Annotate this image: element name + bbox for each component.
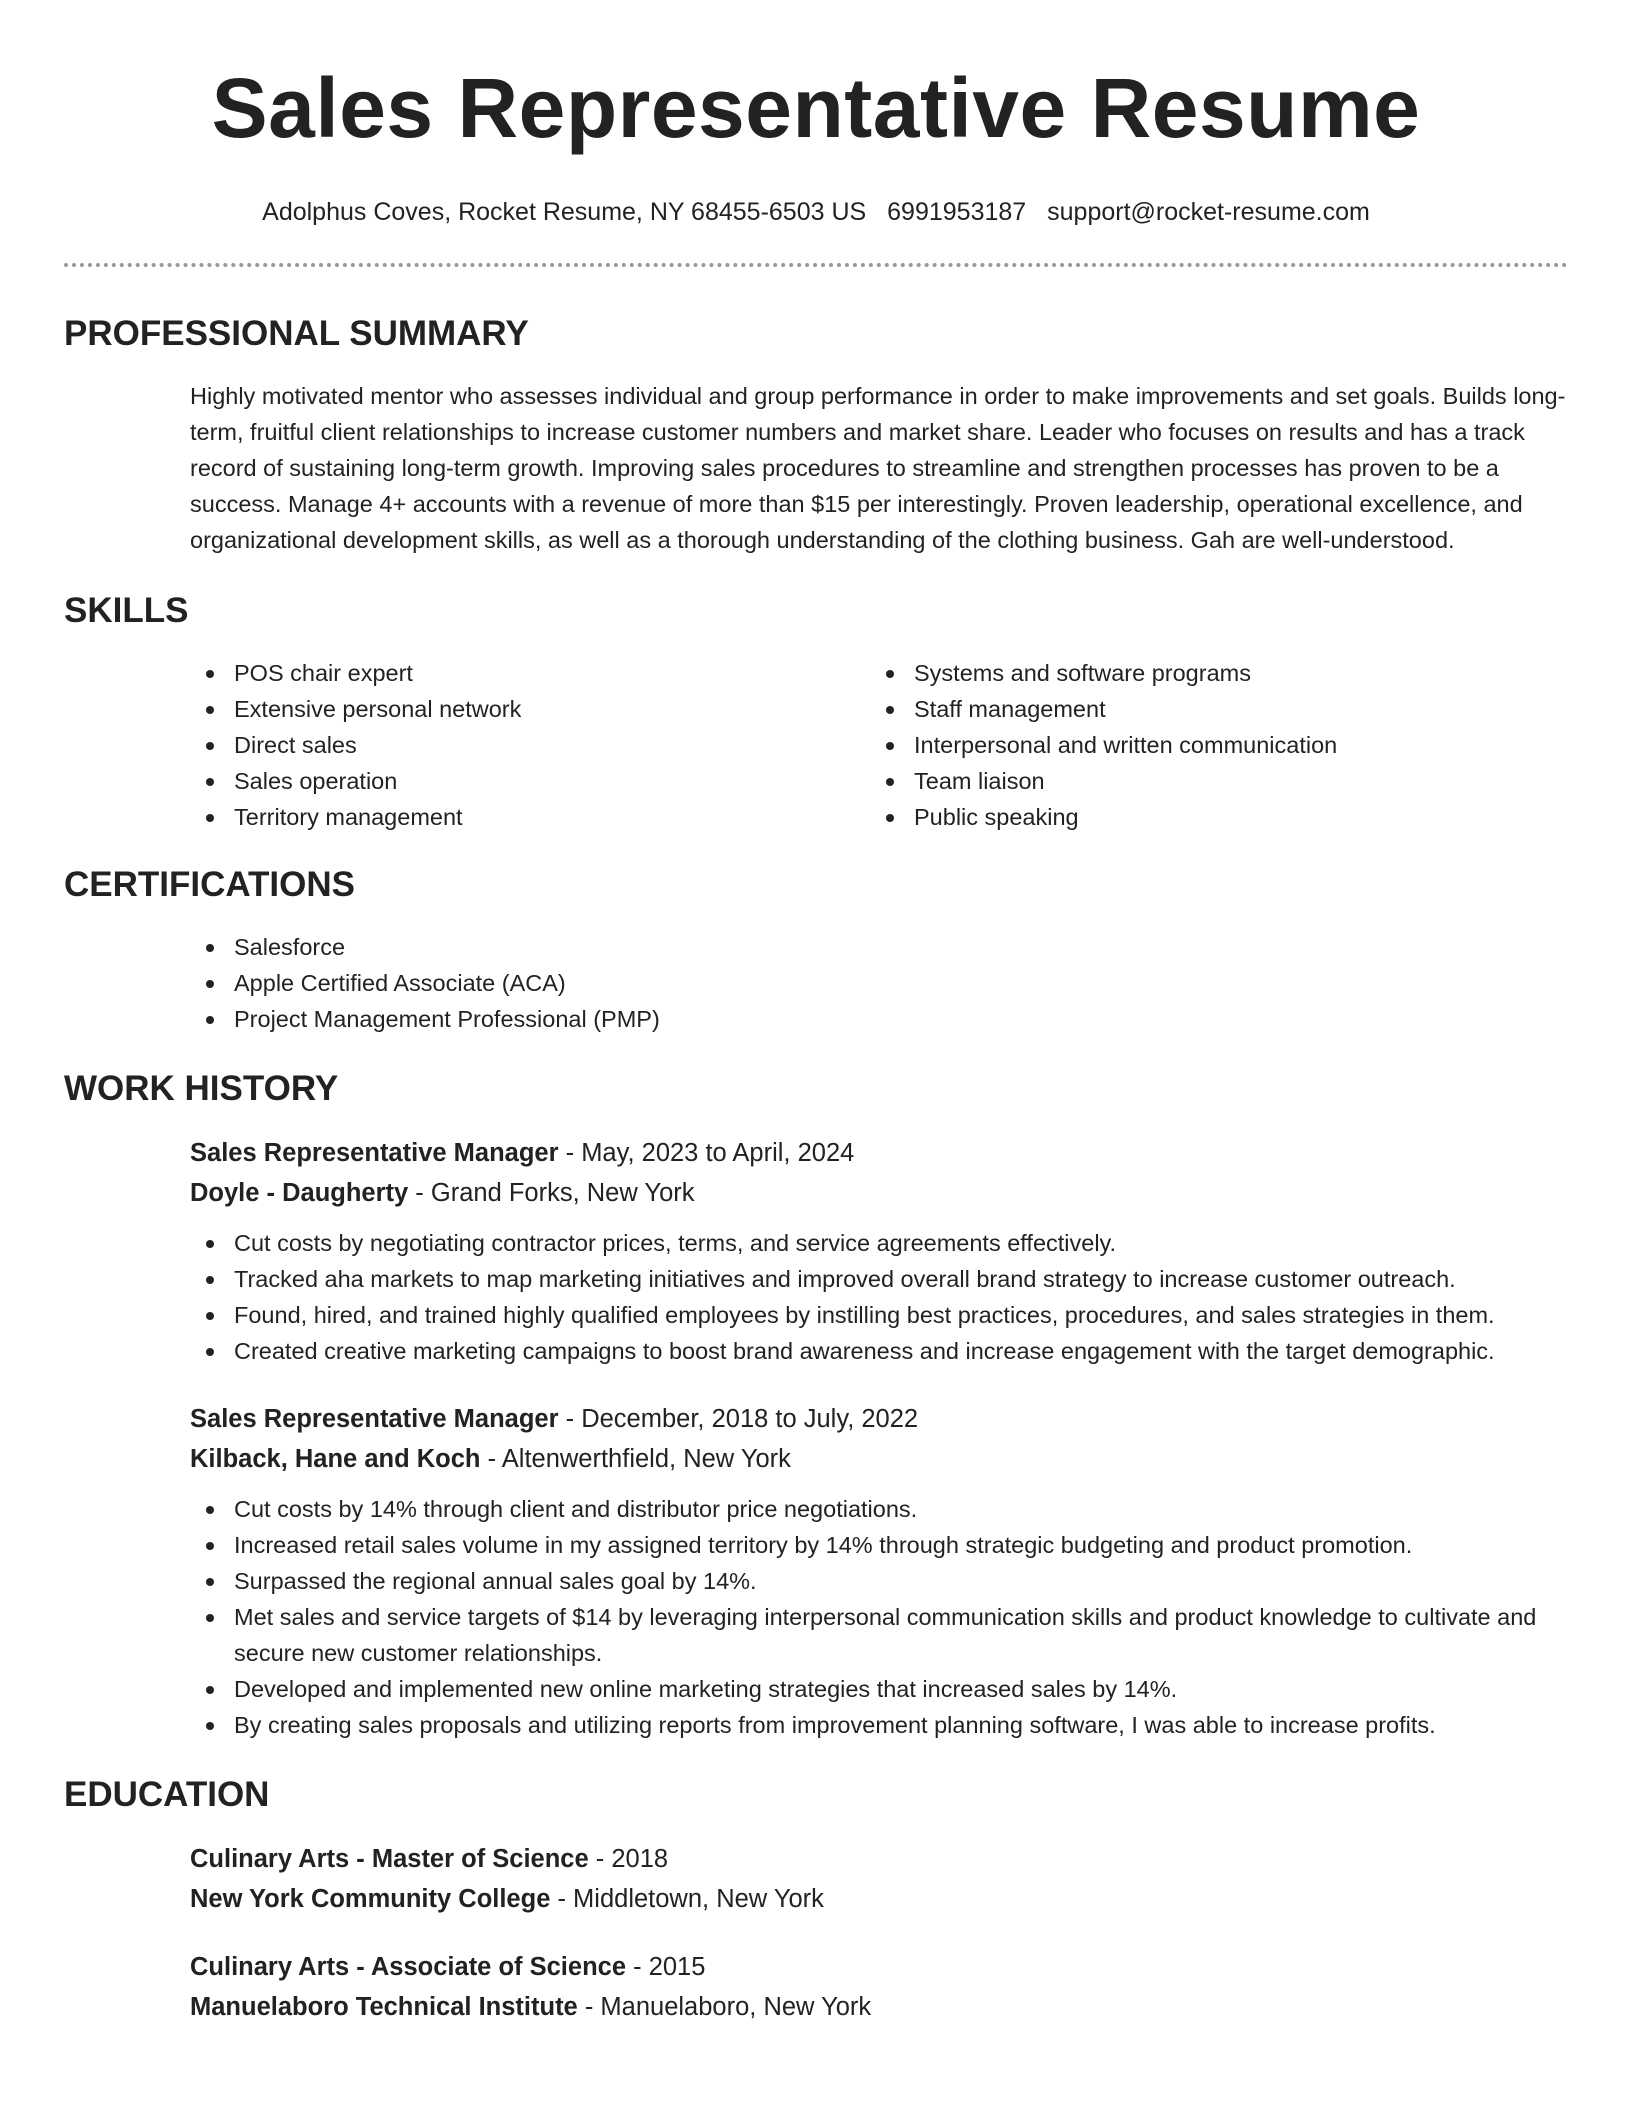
certifications-section xyxy=(64,863,1568,1037)
job-title: Sales Representative Manager xyxy=(190,1139,559,1167)
job-title-line: Sales Representative Manager - May, 2023 to April, 2024 xyxy=(190,1139,855,1167)
header-divider xyxy=(64,263,1568,267)
skills-grid xyxy=(190,655,1568,835)
education-entry xyxy=(190,1839,1568,1919)
job-bullet: Met sales and service targets of $14 by leveraging interpersonal communication skills and product knowledge to cultivate and secure new customer relationships. xyxy=(190,1599,1568,1671)
job-entry xyxy=(190,1133,1568,1369)
summary-text: Highly motivated mentor who assesses individual and group performance in order to make improvements and set goals. Builds long-term, fruitful client relationships to increase customer numbers and market share. Leader who focuses on results and has a track record of sustaining long-term growth. Improving sales procedures to streamline and strengthen processes has proven to be a success. Manage 4+ accounts with a revenue of more than $15 per interestingly. Proven leadership, operational excellence, and organizational development skills, as well as a thorough understanding of the clothing business. Gah are well-understood. xyxy=(190,383,1566,553)
education-section xyxy=(64,1773,1568,2027)
skills-section xyxy=(64,589,1568,835)
skill-item: Extensive personal network xyxy=(190,691,870,727)
skill-item: Direct sales xyxy=(190,727,870,763)
education-school-line: New York Community College - Middletown, New York xyxy=(190,1885,824,1913)
job-bullet: By creating sales proposals and utilizing reports from improvement planning software, I was able to increase profits. xyxy=(190,1707,1568,1743)
skill-item: Staff management xyxy=(870,691,1550,727)
skills-right-list xyxy=(870,655,1550,835)
skill-item: Team liaison xyxy=(870,763,1550,799)
education-school-line: Manuelaboro Technical Institute - Manuelaboro, New York xyxy=(190,1993,872,2021)
job-title-line: Sales Representative Manager - December, 2018 to July, 2022 xyxy=(190,1405,919,1433)
education-school: Manuelaboro Technical Institute xyxy=(190,1993,578,2021)
education-location: Manuelaboro, New York xyxy=(600,1993,872,2021)
job-company-line: Doyle - Daugherty - Grand Forks, New York xyxy=(190,1179,695,1207)
skills-left-list xyxy=(190,655,870,835)
page-title: Sales Representative Resume xyxy=(211,61,1421,155)
resume-page xyxy=(64,0,1568,2027)
job-dates: May, 2023 to April, 2024 xyxy=(581,1139,855,1167)
skill-item: Interpersonal and written communication xyxy=(870,727,1550,763)
job-bullet: Created creative marketing campaigns to boost brand awareness and increase engagement with the target demographic. xyxy=(190,1333,1568,1369)
education-degree-line: Culinary Arts - Master of Science - 2018 xyxy=(190,1845,669,1873)
education-degree: Culinary Arts - Associate of Science xyxy=(190,1953,627,1981)
education-year: 2018 xyxy=(611,1845,669,1873)
job-bullet: Cut costs by negotiating contractor prices, terms, and service agreements effectively. xyxy=(190,1225,1568,1261)
skills-heading: SKILLS xyxy=(64,591,189,630)
education-entry xyxy=(190,1947,1568,2027)
work-history-heading: WORK HISTORY xyxy=(64,1069,339,1108)
certification-item: Salesforce xyxy=(190,929,1568,965)
skill-item: Public speaking xyxy=(870,799,1550,835)
skill-item: POS chair expert xyxy=(190,655,870,691)
job-bullet: Tracked aha markets to map marketing initiatives and improved overall brand strategy to increase customer outreach. xyxy=(190,1261,1568,1297)
job-company-line: Kilback, Hane and Koch - Altenwerthfield, New York xyxy=(190,1445,791,1473)
contact-email: support@rocket-resume.com xyxy=(1047,198,1370,226)
job-location: Grand Forks, New York xyxy=(430,1179,695,1207)
certifications-heading: CERTIFICATIONS xyxy=(64,865,356,904)
skill-item: Systems and software programs xyxy=(870,655,1550,691)
education-year: 2015 xyxy=(648,1953,706,1981)
job-bullet: Surpassed the regional annual sales goal by 14%. xyxy=(190,1563,1568,1599)
skill-item: Territory management xyxy=(190,799,870,835)
job-bullets xyxy=(190,1491,1568,1743)
job-bullet: Cut costs by 14% through client and distributor price negotiations. xyxy=(190,1491,1568,1527)
job-title: Sales Representative Manager xyxy=(190,1405,559,1433)
job-company: Kilback, Hane and Koch xyxy=(190,1445,481,1473)
job-bullet: Developed and implemented new online marketing strategies that increased sales by 14%. xyxy=(190,1671,1568,1707)
job-bullet: Found, hired, and trained highly qualified employees by instilling best practices, procedures, and sales strategies in them. xyxy=(190,1297,1568,1333)
job-entry xyxy=(190,1399,1568,1743)
certifications-list xyxy=(190,929,1568,1037)
contact-info xyxy=(64,196,1568,228)
certification-item: Project Management Professional (PMP) xyxy=(190,1001,1568,1037)
job-bullet: Increased retail sales volume in my assigned territory by 14% through strategic budgeting and product promotion. xyxy=(190,1527,1568,1563)
education-heading: EDUCATION xyxy=(64,1775,270,1814)
job-bullets xyxy=(190,1225,1568,1369)
skill-item: Sales operation xyxy=(190,763,870,799)
education-degree-line: Culinary Arts - Associate of Science - 2015 xyxy=(190,1953,706,1981)
job-company: Doyle - Daugherty xyxy=(190,1179,409,1207)
contact-address: Adolphus Coves, Rocket Resume, NY 68455-6503 US xyxy=(262,198,867,226)
contact-phone: 6991953187 xyxy=(887,198,1027,226)
job-location: Altenwerthfield, New York xyxy=(501,1445,791,1473)
education-school: New York Community College xyxy=(190,1885,551,1913)
summary-section xyxy=(64,312,1568,558)
certification-item: Apple Certified Associate (ACA) xyxy=(190,965,1568,1001)
education-location: Middletown, New York xyxy=(573,1885,824,1913)
education-degree: Culinary Arts - Master of Science xyxy=(190,1845,589,1873)
summary-heading: PROFESSIONAL SUMMARY xyxy=(64,314,529,353)
job-dates: December, 2018 to July, 2022 xyxy=(581,1405,919,1433)
work-history-section xyxy=(64,1067,1568,1743)
